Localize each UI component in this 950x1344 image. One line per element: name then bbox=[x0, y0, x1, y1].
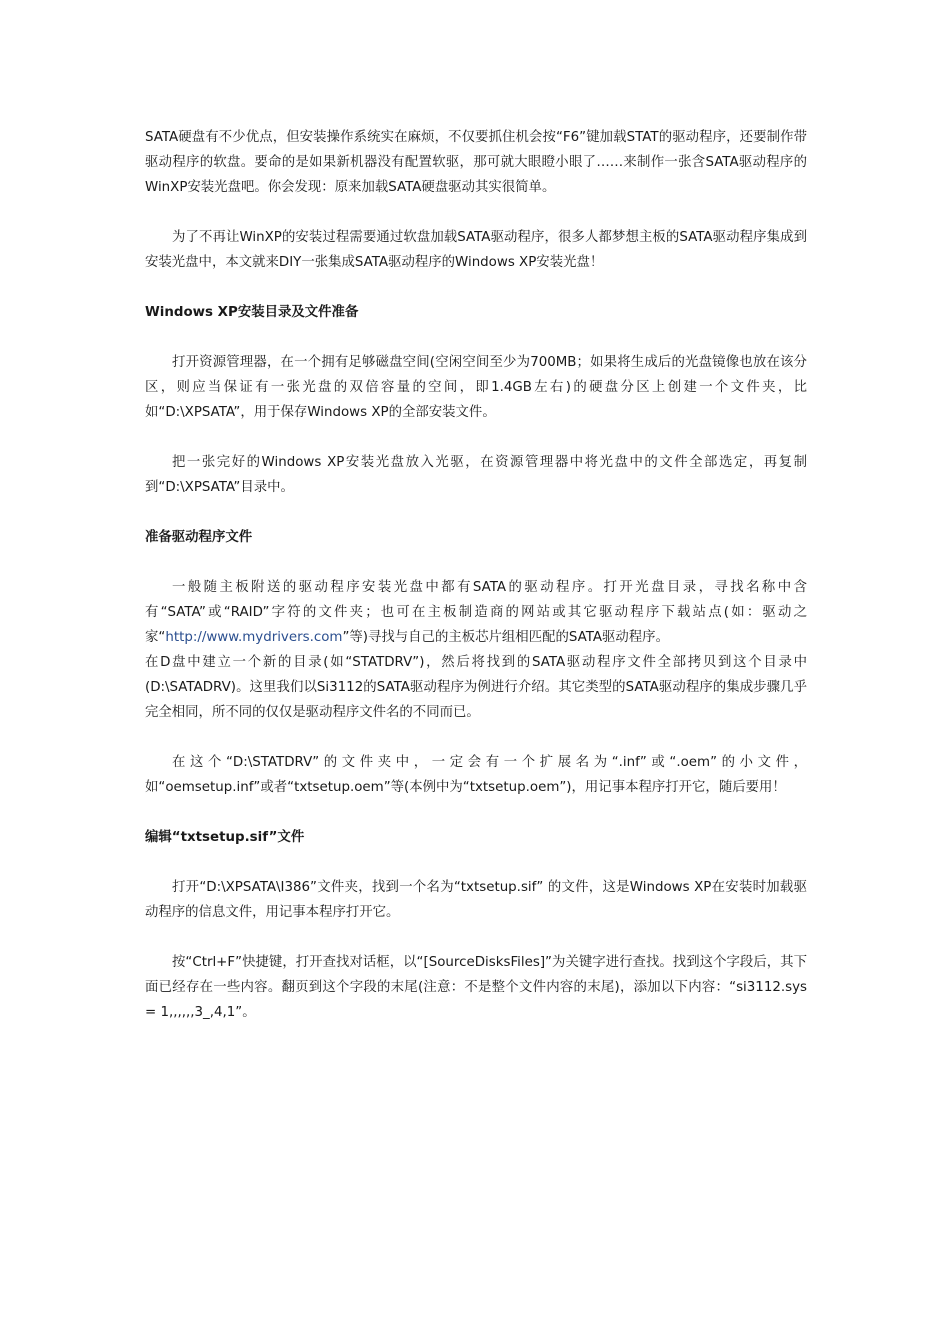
spacer bbox=[145, 925, 807, 950]
find-driver-text: 一般随主板附送的驱动程序安装光盘中都有SATA的驱动程序。打开光盘目录，寻找名称中含有“SATA”或“RAID”字符的文件夹；也可在主板制造商的网站或其它驱动程序下载站点(如：驱动之家“ bbox=[145, 580, 807, 645]
spacer bbox=[145, 850, 807, 875]
section-heading-driver-files: 准备驱动程序文件 bbox=[145, 530, 253, 545]
document-body bbox=[145, 125, 807, 1025]
find-driver-paragraph bbox=[145, 575, 807, 650]
intro-paragraph: SATA硬盘有不少优点，但安装操作系统实在麻烦，不仅要抓住机会按“F6”键加载STAT的驱动程序，还要制作带驱动程序的软盘。要命的是如果新机器没有配置软驱，那可就大眼瞪小眼了……来制作一张含SATA驱动程序的WinXP安装光盘吧。你会发现：原来加载SATA硬盘驱动其实很简单。 bbox=[145, 130, 807, 195]
inf-file-paragraph: 在这个“D:\STATDRV”的文件夹中，一定会有一个扩展名为“.inf”或“.oem”的小文件，如“oemsetup.inf”或者“txtsetup.oem”等(本例中为“txtsetup.oem”)，用记事本程序打开它，随后要用！ bbox=[145, 755, 807, 795]
spacer bbox=[145, 275, 807, 300]
section-heading-edit-txtsetup: 编辑“txtsetup.sif”文件 bbox=[145, 830, 305, 845]
purpose-paragraph: 为了不再让WinXP的安装过程需要通过软盘加载SATA驱动程序，很多人都梦想主板的SATA驱动程序集成到安装光盘中，本文就来DIY一张集成SATA驱动程序的Windows XP安装光盘！ bbox=[145, 230, 807, 270]
spacer bbox=[145, 800, 807, 825]
open-txtsetup-paragraph: 打开“D:\XPSATA\I386”文件夹，找到一个名为“txtsetup.sif” 的文件，这是Windows XP在安装时加载驱动程序的信息文件，用记事本程序打开它。 bbox=[145, 880, 807, 920]
mydrivers-link[interactable]: http://www.mydrivers.com bbox=[165, 630, 343, 645]
spacer bbox=[145, 200, 807, 225]
find-driver-text-end: ”等)寻找与自己的主板芯片组相匹配的SATA驱动程序。 bbox=[342, 630, 669, 645]
copy-driver-paragraph: 在D盘中建立一个新的目录(如“STATDRV”)，然后将找到的SATA驱动程序文件全部拷贝到这个目录中(D:\SATADRV)。这里我们以Si3112的SATA驱动程序为例进行介绍。其它类型的SATA驱动程序的集成步骤几乎完全相同，所不同的仅仅是驱动程序文件名的不同而已。 bbox=[145, 655, 807, 720]
spacer bbox=[145, 425, 807, 450]
spacer bbox=[145, 325, 807, 350]
spacer bbox=[145, 500, 807, 525]
create-folder-paragraph: 打开资源管理器，在一个拥有足够磁盘空间(空闲空间至少为700MB；如果将生成后的光盘镜像也放在该分区，则应当保证有一张光盘的双倍容量的空间，即1.4GB左右)的硬盘分区上创建一个文件夹，比如“D:\XPSATA”，用于保存Windows XP的全部安装文件。 bbox=[145, 355, 807, 420]
copy-files-paragraph: 把一张完好的Windows XP安装光盘放入光驱，在资源管理器中将光盘中的文件全部选定，再复制到“D:\XPSATA”目录中。 bbox=[145, 455, 807, 495]
section-heading-install-dir: Windows XP安装目录及文件准备 bbox=[145, 305, 359, 320]
spacer bbox=[145, 725, 807, 750]
spacer bbox=[145, 550, 807, 575]
search-sourcediskfiles-paragraph: 按“Ctrl+F”快捷键，打开查找对话框，以“[SourceDisksFiles]”为关键字进行查找。找到这个字段后，其下面已经存在一些内容。翻页到这个字段的末尾(注意：不是整个文件内容的末尾)，添加以下内容：“si3112.sys = 1,,,,,,3_,4,1”。 bbox=[145, 955, 807, 1020]
